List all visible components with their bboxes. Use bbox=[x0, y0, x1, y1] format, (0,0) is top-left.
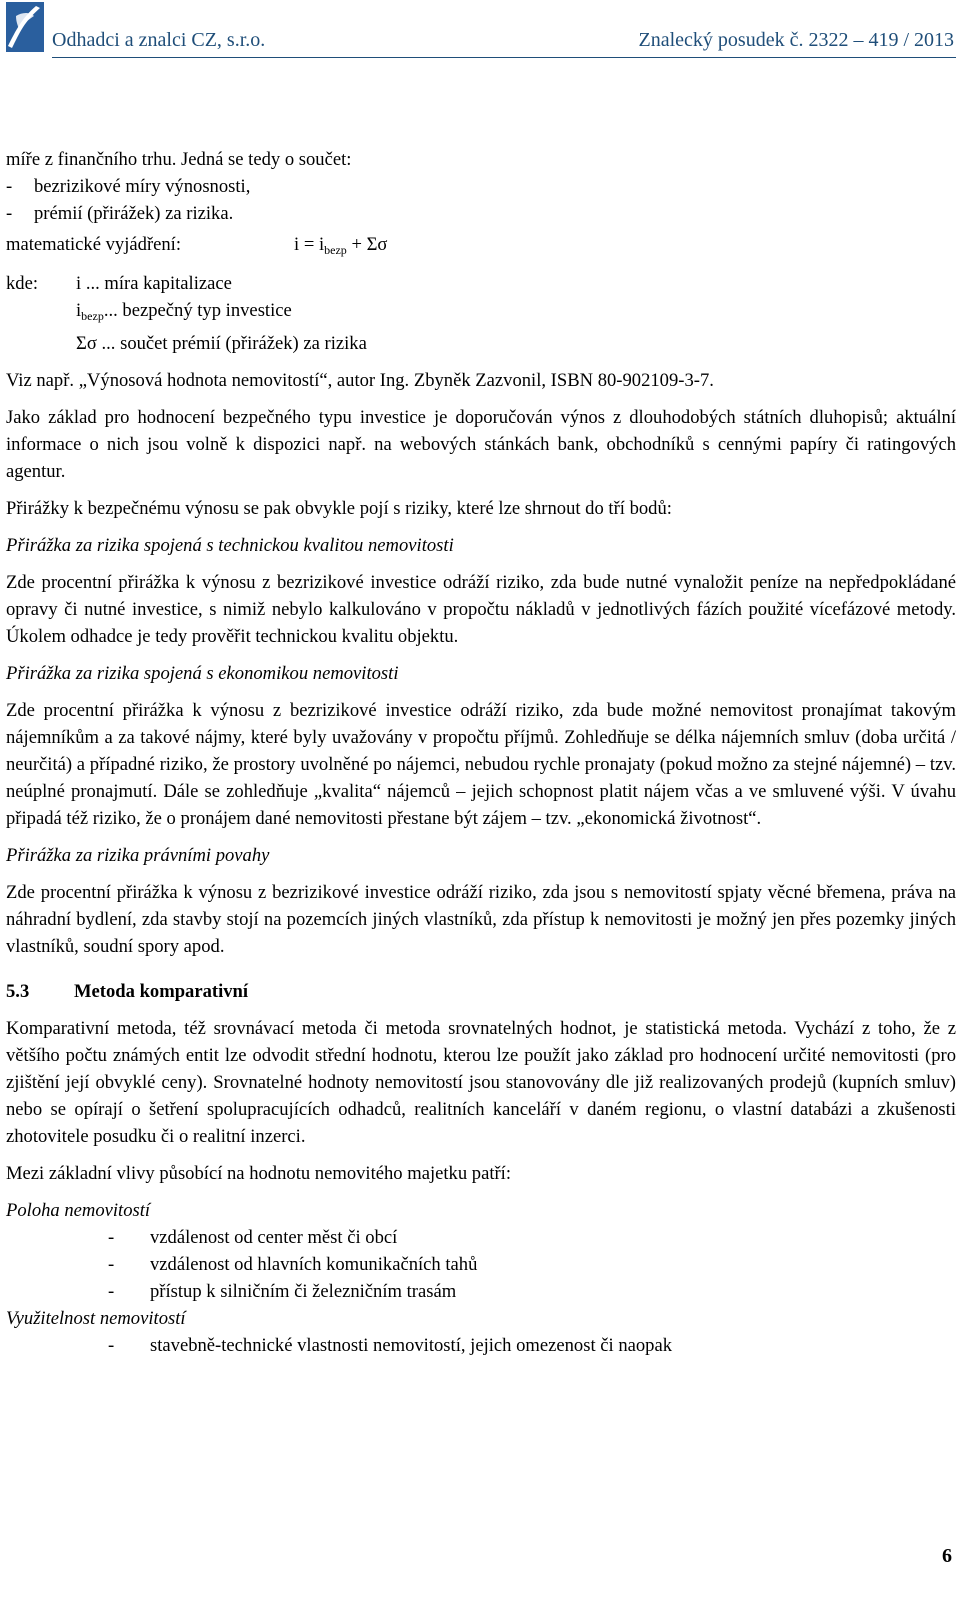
list-dash: - bbox=[108, 1227, 115, 1248]
paragraph-base: Jako základ pro hodnocení bezpečného typu investice je doporučován výnos z dlouhodobých státních dluhopisů; aktuální informace o nich jsou volně k dispozici např. na webových stánkách bank, obchodníků s cennými papíry či ratingových agentur. bbox=[6, 407, 956, 482]
list-item bbox=[6, 200, 956, 227]
list-item-text: bezrizikové míry výnosnosti, bbox=[34, 176, 251, 197]
header-rule bbox=[52, 57, 956, 58]
list-dash: - bbox=[108, 1335, 115, 1356]
section-title: Metoda komparativní bbox=[74, 981, 249, 1002]
section-number: 5.3 bbox=[6, 981, 30, 1002]
where-definitions bbox=[76, 270, 367, 357]
list-item-text: prémií (přirážek) za rizika. bbox=[34, 203, 234, 224]
intro-line: míře z finančního trhu. Jedná se tedy o součet: bbox=[6, 149, 352, 170]
formula-rest: + Σσ bbox=[346, 234, 388, 255]
reference-line: Viz např. „Výnosová hodnota nemovitostí“, autor Ing. Zbyněk Zazvonil, ISBN 80-902109-3-7. bbox=[6, 370, 714, 391]
list-item-text: stavebně-technické vlastnosti nemovitostí, jejich omezenost či naopak bbox=[150, 1335, 673, 1356]
formula-label: matematické vyjádření: bbox=[6, 234, 182, 255]
formula bbox=[294, 231, 387, 264]
paragraph-legal: Zde procentní přirážka k výnosu z bezrizikové investice odráží riziko, zda jsou s nemovitostí spjaty věcné břemena, práva na náhradní bydlení, zda stavby stojí na pozemcích jiných vlastníků, zda přístup k nemovitosti je možný jen přes pozemky jiných vlastníků, soudní spory apod. bbox=[6, 882, 956, 957]
where-line-2: $i_{bezp}$... bezpečný typ investice bbox=[76, 300, 292, 323]
heading-location: Poloha nemovitostí bbox=[6, 1200, 151, 1221]
page-number: 6 bbox=[942, 1545, 952, 1567]
list-item bbox=[6, 1332, 956, 1359]
header-company: Odhadci a znalci CZ, s.r.o. bbox=[52, 29, 266, 51]
formula-i2: i bbox=[318, 234, 325, 255]
list-dash: - bbox=[6, 203, 13, 224]
section-heading bbox=[6, 978, 956, 1005]
heading-economic: Přirážka za rizika spojená s ekonomikou nemovitosti bbox=[6, 663, 399, 684]
header-document-ref: Znalecký posudek č. 2322 – 419 / 2013 bbox=[638, 29, 954, 51]
paragraph-technical: Zde procentní přirážka k výnosu z bezrizikové investice odráží riziko, zda bude nutné vynaložit peníze na nepředpokládané opravy či nutné investice, s nimiž nebylo kalkulováno v propočtu nákladů v jednotlivých fázích použité vícefázové metody. Úkolem odhadce je tedy prověřit technickou kvalitu objektu. bbox=[6, 572, 956, 647]
formula-eq: = bbox=[299, 234, 319, 255]
heading-legal: Přirážka za rizika právními povahy bbox=[6, 845, 270, 866]
heading-technical: Přirážka za rizika spojená s technickou kvalitou nemovitosti bbox=[6, 535, 454, 556]
page-header bbox=[0, 0, 960, 60]
where-line-1: i ... míra kapitalizace bbox=[76, 273, 232, 294]
list-item bbox=[6, 173, 956, 200]
list-item bbox=[6, 1224, 956, 1251]
list-item bbox=[6, 1251, 956, 1278]
paragraph-influences: Mezi základní vlivy působící na hodnotu nemovitého majetku patří: bbox=[6, 1163, 512, 1184]
where-label: kde: bbox=[6, 273, 39, 294]
paragraph-comparative: Komparativní metoda, též srovnávací metoda či metoda srovnatelných hodnot, je statistická metoda. Vychází z toho, že z většího počtu známých entit lze odvodit střední hodnotu, kterou lze použít jako základ pro hodnocení určité nemovitosti (pro zjištění její obvyklé ceny). Srovnatelné hodnoty nemovitostí jsou stanovovány dle již realizovaných prodejů (kupních smluv) nebo se opírají o šetření spolupracujících odhadců, realitních kanceláří v daném regionu, o vlastní databázi a zkušenosti zhotovitele posudku či o realitní inzerci. bbox=[6, 1018, 956, 1147]
list-item-text: přístup k silničním či železničním trasám bbox=[150, 1281, 457, 1302]
company-logo-icon bbox=[6, 2, 44, 52]
where-block bbox=[6, 270, 956, 357]
list-dash: - bbox=[108, 1254, 115, 1275]
list-item bbox=[6, 1278, 956, 1305]
list-dash: - bbox=[108, 1281, 115, 1302]
list-item-text: vzdálenost od center měst či obcí bbox=[150, 1227, 398, 1248]
heading-usability: Využitelnost nemovitostí bbox=[6, 1308, 186, 1329]
list-item-text: vzdálenost od hlavních komunikačních tahů bbox=[150, 1254, 478, 1275]
list-dash: - bbox=[6, 176, 13, 197]
formula-row bbox=[6, 231, 956, 264]
formula-sub: bezp bbox=[324, 243, 347, 257]
page-body bbox=[6, 146, 956, 1359]
formula-i: i bbox=[294, 234, 300, 255]
paragraph-economic: Zde procentní přirážka k výnosu z bezrizikové investice odráží riziko, zda bude možné nemovitost pronajímat takovým nájemníkům a za takové nájmy, které byly uvažovány v propočtu příjmů. Zohledňuje se délka nájemních smluv (doba určitá / neurčitá) a případné riziko, že prostory uvolněné po nájemci, nebudou rychle pronajaty (pokud možno za stejné nájemné) – tzv. neúplné pronajmutí. Dále se zohledňuje „kvalita“ nájemců – jejich schopnost platit nájem včas a ve smluvené výši. V úvahu připadá též riziko, že o pronájem dané nemovitosti přestane být zájem – tzv. „ekonomická životnost“. bbox=[6, 700, 956, 829]
where-line-3: Σσ ... součet prémií (přirážek) za rizika bbox=[76, 333, 367, 354]
paragraph-surcharges: Přirážky k bezpečnému výnosu se pak obvykle pojí s riziky, které lze shrnout do tří bodů: bbox=[6, 498, 672, 519]
